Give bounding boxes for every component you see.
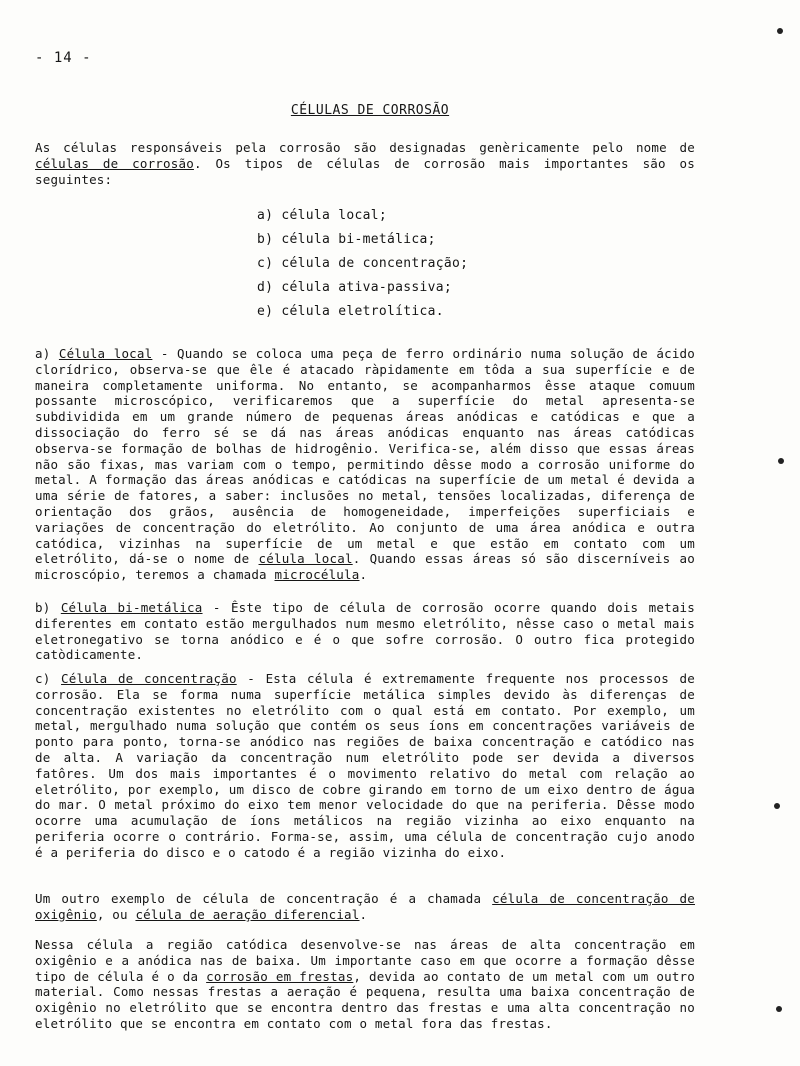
scan-speck [778, 458, 784, 464]
section-b-text-1: - Êste tipo de célula de corrosão ocorre quando dois metais diferentes em contato estão mergulhados num mesmo eletrólito, nêsse caso o metal mais eletronegativo se torna anódico e é o que sofre corrosão. O outro fica protegido catòdicamente. [35, 600, 695, 663]
section-b-prefix: b) [35, 600, 61, 615]
section-a-text-2: . Quando essas áreas só são discerníveis ao microscópio, teremos a chamada [35, 551, 695, 583]
list-item: d) célula ativa-passiva; [257, 280, 453, 295]
intro-text-2: . Os tipos de células de corrosão mais importantes são os seguintes: [35, 155, 695, 187]
section-a-paragraph [35, 346, 695, 583]
section-a-heading: Célula local [58, 346, 153, 361]
intro-paragraph [35, 140, 695, 187]
term-celulas-de-corrosao: células de corrosão [35, 155, 194, 171]
frestas-paragraph [35, 937, 695, 1032]
section-a-text-1: - Quando se coloca uma peça de ferro ordinário numa solução de ácido clorídrico, observa-se que êle é atacado ràpidamente em tôda a sua superfície e de maneira completamente uniforma. No entanto, se acompanharmos êsse ataque comuum possante microscópico, verificaremos que a superfície do metal apresenta-se subdividida em um grande número de pequenas áreas anódicas e catódicas e que a dissociação do ferro sé se dá nas áreas anódicas enquanto nas áreas catódicas observa-se formação de bolhas de hidrogênio. Verifica-se, além disso que essas áreas não são fixas, mas variam com o tempo, permitindo dêsse modo a corrosão uniforme do metal. A formação das áreas anódicas e catódicas na superfície de um metal é devida a uma série de fatores, a saber: inclusões no metal, tensões localizadas, diferença de orientação dos grãos, ausência de homogeneidade, imperfeições superficiais e variações de concentração do eletrólito. Ao conjunto de uma área anódica e outra catódica, vizinhas na superfície de um metal e que estão em contato com um eletrólito, dá-se o nome de [35, 346, 695, 567]
oxigenio-text-1: Um outro exemplo de célula de concentração é a chamada [35, 891, 493, 906]
page-title: CÉLULAS DE CORROSÃO [290, 103, 450, 118]
term-celula-aeracao-diferencial: célula de aeração diferencial [135, 906, 360, 922]
section-c-paragraph [35, 671, 695, 861]
scan-speck [776, 1006, 782, 1012]
list-item: a) célula local; [257, 208, 388, 223]
frestas-text-2: , devida ao contato de um metal com um outro material. Como nessas frestas a aeração é pequena, resulta uma baixa concentração de oxigênio no eletrólito que se encontra dentro das frestas e uma alta concentração no eletrólito que se encontra em contato com o metal fora das frestas. [35, 968, 696, 1031]
section-c-heading: Célula de concentração [61, 671, 237, 686]
scan-speck [774, 803, 780, 809]
section-b-paragraph [35, 600, 695, 663]
section-c-prefix: c) [35, 671, 62, 686]
section-b-heading: Célula bi-metálica [60, 600, 203, 615]
term-celula-concentracao-oxigenio: célula de concentração de oxigênio [35, 891, 695, 922]
intro-text-1: As células responsáveis pela corrosão são designadas genèricamente pelo nome de [35, 140, 695, 155]
section-a-prefix: a) [35, 346, 59, 361]
page-number: - 14 - [35, 50, 92, 66]
section-c-text-1: - Esta célula é extremamente frequente nos processos de corrosão. Ela se forma numa superfície metálica simples devido às diferenças de concentração existentes no eletrólito com o qual está em contato. Por exemplo, um metal, mergulhado numa solução que contém os seus íons em concentrações variáveis de ponto para ponto, torna-se anódico nas regiões de baixa concentração e catódico nas de alta. A variação da concentração num eletrólito pode ser devida a diversos fatôres. Um dos mais importantes é o movimento relativo do metal com relação ao eletrólito, por exemplo, um disco de cobre girando em torno de um eixo dentro de água do mar. O metal próximo do eixo tem menor velocidade do que na periferia. Dêsse modo ocorre uma acumulação de íons metálicos na região vizinha ao eixo enquanto na periferia ocorre o contrário. Forma-se, assim, uma célula de concentração cujo anodo é a periferia do disco e o catodo é a região vizinha do eixo. [35, 671, 695, 860]
list-item: b) célula bi-metálica; [257, 232, 436, 247]
frestas-text-1: Nessa célula a região catódica desenvolve-se nas áreas de alta concentração em oxigênio e a anódica nas de baixa. Um importante caso em que ocorre a formação dêsse tipo de célula é o da [35, 937, 695, 984]
oxigenio-text-2: , ou [96, 906, 136, 922]
section-a-text-3: . [359, 567, 368, 583]
term-corrosao-em-frestas: corrosão em frestas [206, 968, 354, 984]
scan-speck [777, 28, 783, 34]
list-item: e) célula eletrolítica. [257, 304, 444, 319]
term-celula-local: célula local [258, 551, 353, 567]
oxigenio-text-3: . [359, 906, 368, 922]
oxigenio-paragraph [35, 891, 695, 923]
term-microcelula: microcélula [274, 567, 360, 583]
list-item: c) célula de concentração; [257, 256, 469, 271]
cell-types-list [257, 204, 468, 324]
